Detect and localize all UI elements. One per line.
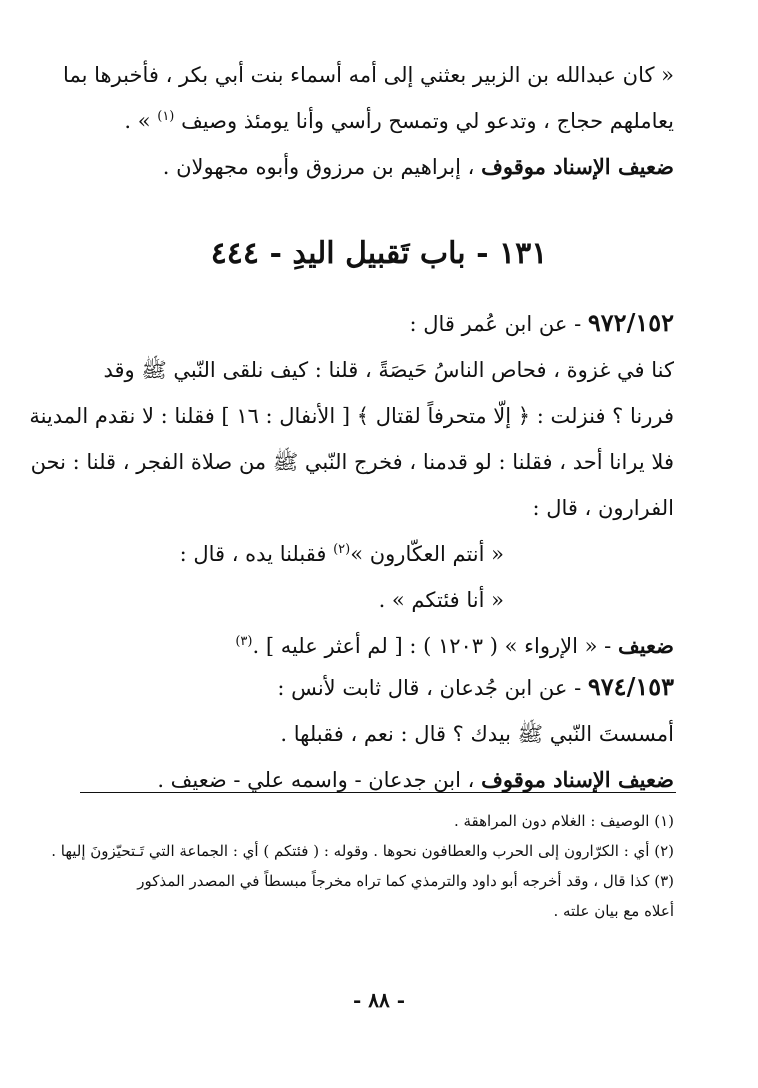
hadith-152-quote-2: « أنا فئتكم » . bbox=[378, 588, 504, 612]
hadith-153-grade bbox=[60, 757, 674, 803]
footnote-3-line-1: (٣) كذا قال ، وقد أخرجه أبو داود والترمذي كما تراه مخرجاً مبسطاً في المصدر المذكور bbox=[137, 872, 674, 890]
grade-text: - « الإرواء » ( ١٢٠٣ ) : [ لم أعثر عليه ] . bbox=[252, 634, 612, 658]
chapter-heading: ١٣١ - باب تَقبيل اليدِ - ٤٤٤ bbox=[210, 236, 548, 271]
footnote-3-line-2: أعلاه مع بيان علته . bbox=[553, 902, 674, 920]
intro-line-2-text: يعاملهم حجاج ، وتدعو لي وتمسح رأسي وأنا يومئذ وصيف bbox=[181, 109, 674, 133]
hadith-152-line-2: فررنا ؟ فنزلت : ﴿ إلّا متحرفاً لقتال ﴾ [ الأنفال : ١٦ ] فقلنا : لا نقدم المدينة bbox=[29, 404, 674, 428]
footnote-ref-2[interactable]: (٢) bbox=[333, 542, 351, 557]
grade-text: ، إبراهيم بن مرزوق وأبوه مجهولان . bbox=[162, 155, 475, 179]
quote-text: « أنتم العكّارون » bbox=[350, 542, 504, 566]
hadith-152-line-3: فلا يرانا أحد ، فقلنا : لو قدمنا ، فخرج النّبي ﷺ من صلاة الفجر ، قلنا : نحن bbox=[30, 450, 674, 474]
hadith-152-quote-1 bbox=[60, 531, 674, 577]
hadith-153-line-1: أمسستَ النّبي ﷺ بيدك ؟ قال : نعم ، فقبلها . bbox=[280, 722, 674, 746]
grade-label: ضعيف الإسناد موقوف bbox=[481, 767, 674, 792]
hadith-153-header bbox=[60, 664, 674, 711]
footnote-ref-3[interactable]: (٣) bbox=[235, 634, 253, 649]
hadith-intro: - عن ابن عُمر قال : bbox=[409, 312, 582, 336]
footnote-divider bbox=[80, 792, 676, 793]
intro-line-2-end: » . bbox=[124, 109, 151, 133]
hadith-152-header bbox=[60, 300, 674, 347]
hadith-152-grade bbox=[60, 623, 674, 669]
hadith-intro: - عن ابن جُدعان ، قال ثابت لأنس : bbox=[277, 676, 582, 700]
page-number: - ٨٨ - bbox=[352, 988, 405, 1012]
hadith-152-line-4: الفرارون ، قال : bbox=[532, 496, 674, 520]
hadith-number: ٩٧٢/١٥٢ bbox=[587, 308, 674, 337]
intro-line-2 bbox=[60, 98, 674, 144]
footnote-1: (١) الوصيف : الغلام دون المراهقة . bbox=[453, 812, 674, 830]
hadith-number: ٩٧٤/١٥٣ bbox=[587, 672, 674, 701]
intro-passage bbox=[60, 52, 674, 190]
intro-line-1: « كان عبدالله بن الزبير بعثني إلى أمه أسماء بنت أبي بكر ، فأخبرها بما bbox=[63, 63, 674, 87]
hadith-153 bbox=[60, 664, 674, 803]
hadith-152-line-1: كنا في غزوة ، فحاص الناسُ حَيصَةً ، قلنا : كيف نلقى النّبي ﷺ وقد bbox=[103, 358, 674, 382]
footnote-2: (٢) أي : الكرّارون إلى الحرب والعطافون نحوها . وقوله : ( فئتكم ) أي : الجماعة التي تَـتحيّزونَ إليها . bbox=[51, 842, 674, 860]
grade-text: ، ابن جدعان - واسمه علي - ضعيف . bbox=[157, 768, 475, 792]
footnote-ref-1[interactable]: (١) bbox=[157, 109, 175, 124]
intro-grade bbox=[60, 144, 674, 190]
footnotes bbox=[51, 806, 674, 926]
grade-label: ضعيف bbox=[617, 633, 674, 658]
grade-label: ضعيف الإسناد موقوف bbox=[481, 154, 674, 179]
quote-end: فقبلنا يده ، قال : bbox=[179, 542, 327, 566]
hadith-152 bbox=[29, 300, 674, 669]
